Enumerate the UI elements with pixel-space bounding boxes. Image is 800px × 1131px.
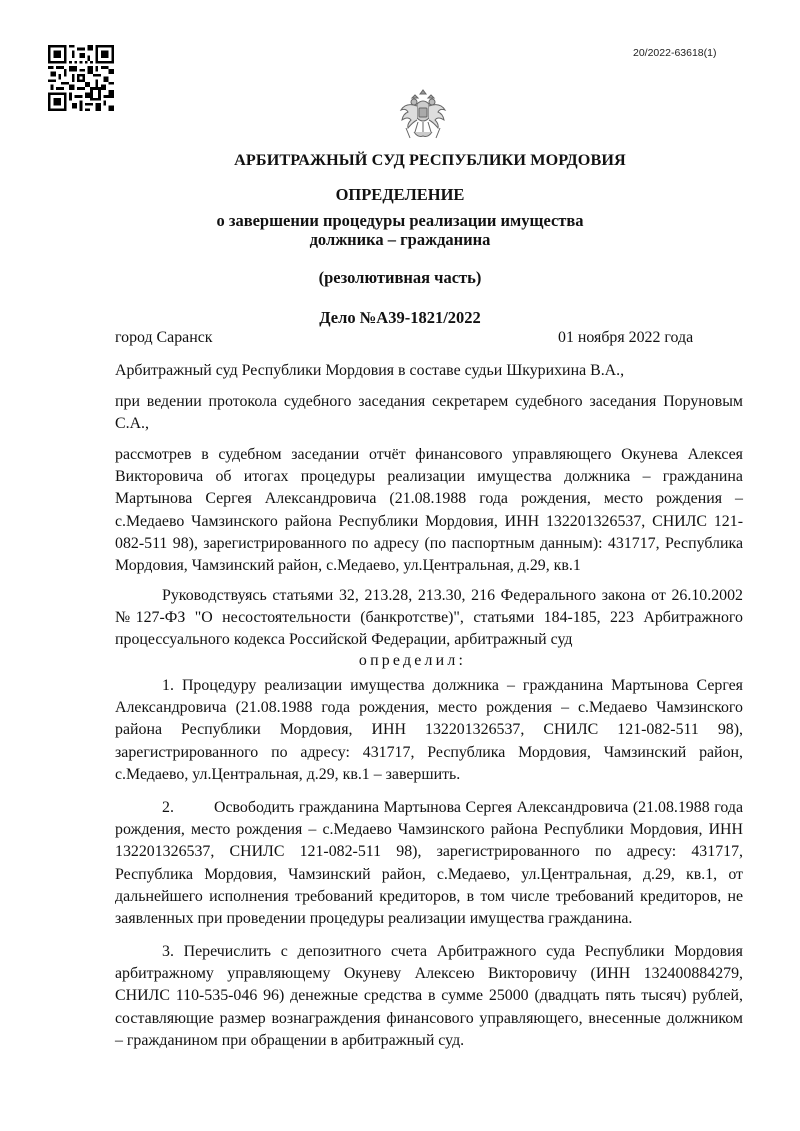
ruling-item-1 (115, 675, 743, 786)
date: 01 ноября 2022 года (558, 329, 694, 346)
document-number: 20/2022-63618(1) (633, 47, 717, 59)
ruling-item-text: Перечислить с депозитного счета Арбитражного суда Республики Мордовия арбитражному управляющему Окуневу Алексею Викторовичу (ИНН 132400884279, СНИЛС 110-535-046 96) денежные средства в сумме 25000 (двадцать пять тысяч) рублей, составляющие размер вознаграждения финансового управляющего, внесенные должником – гражданином при обращении в арбитражный суд. (115, 943, 743, 1049)
ruling-item-number: 2. (162, 799, 174, 816)
ruling-item-number: 1. (162, 677, 174, 694)
coat-of-arms-icon (398, 88, 448, 144)
subject-line-2: должника – гражданина (309, 230, 491, 249)
document-type: ОПРЕДЕЛЕНИЕ (335, 185, 465, 204)
ruling-item-2 (115, 797, 743, 930)
ruling-item-text: Освободить гражданина Мартынова Сергея Александровича (21.08.1988 года рождения, место рождения – с.Медаево Чамзинского района Республики Мордовия, ИНН 132201326537, СНИЛС 121-082-511 98), зарегистрированного по адресу: 431717, Республика Мордовия, Чамзинский район, с.Медаево, ул.Центральная, д.29, кв.1, от дальнейшего исполнения требований кредиторов, в том числе требований кредиторов, не заявленных при проведении процедуры реализации имущества гражданина. (115, 799, 743, 928)
ruling-item-number: 3. (162, 943, 174, 960)
ruling-item-text: Процедуру реализации имущества должника – гражданина Мартынова Сергея Александровича (21.08.1988 года рождения, место рождения – с.Медаево Чамзинского района Республики Мордовия, ИНН 132201326537, СНИЛС 121-082-511 98), зарегистрированного по адресу: 431717, Республика Мордовия, Чамзинский район, с.Медаево, ул.Центральная, д.29, кв.1 – завершить. (115, 677, 743, 783)
qr-code-icon (48, 45, 114, 111)
ruling-item-3 (115, 941, 743, 1052)
legal-basis-paragraph: Руководствуясь статьями 32, 213.28, 213.30, 216 Федерального закона от 26.10.2002 №127-ФЗ "О несостоятельности (банкротстве)", статьями 184-185, 223 Арбитражного процессуального кодекса Российской Федерации, арбитражный суд (115, 587, 743, 649)
court-composition: Арбитражный суд Республики Мордовия в составе судьи Шкурихина В.А., (115, 362, 625, 379)
considered-paragraph: рассмотрев в судебном заседании отчёт финансового управляющего Окунева Алексея Викторовича об итогах процедуры реализации имущества должника – гражданина Мартынова Сергея Александровича (21.08.1988 года рождения, место рождения – с.Медаево Чамзинского района Республики Мордовия, ИНН 132201326537, СНИЛС 121-082-511 98), зарегистрированного по адресу (по паспортным данным): 431717, Республика Мордовия, Чамзинский район, с.Медаево, ул.Центральная, д.29, кв.1 (115, 446, 743, 575)
court-name: АРБИТРАЖНЫЙ СУД РЕСПУБЛИКИ МОРДОВИЯ (234, 151, 626, 169)
subject-line-1: о завершении процедуры реализации имущества (216, 211, 584, 230)
case-number: Дело №А39-1821/2022 (319, 308, 481, 327)
document-part: (резолютивная часть) (318, 268, 482, 287)
city: город Саранск (115, 329, 213, 346)
ruled-heading: определил: (358, 652, 467, 669)
secretary-paragraph: при ведении протокола судебного заседания секретарем судебного заседания Поруновым С.А., (115, 393, 743, 433)
